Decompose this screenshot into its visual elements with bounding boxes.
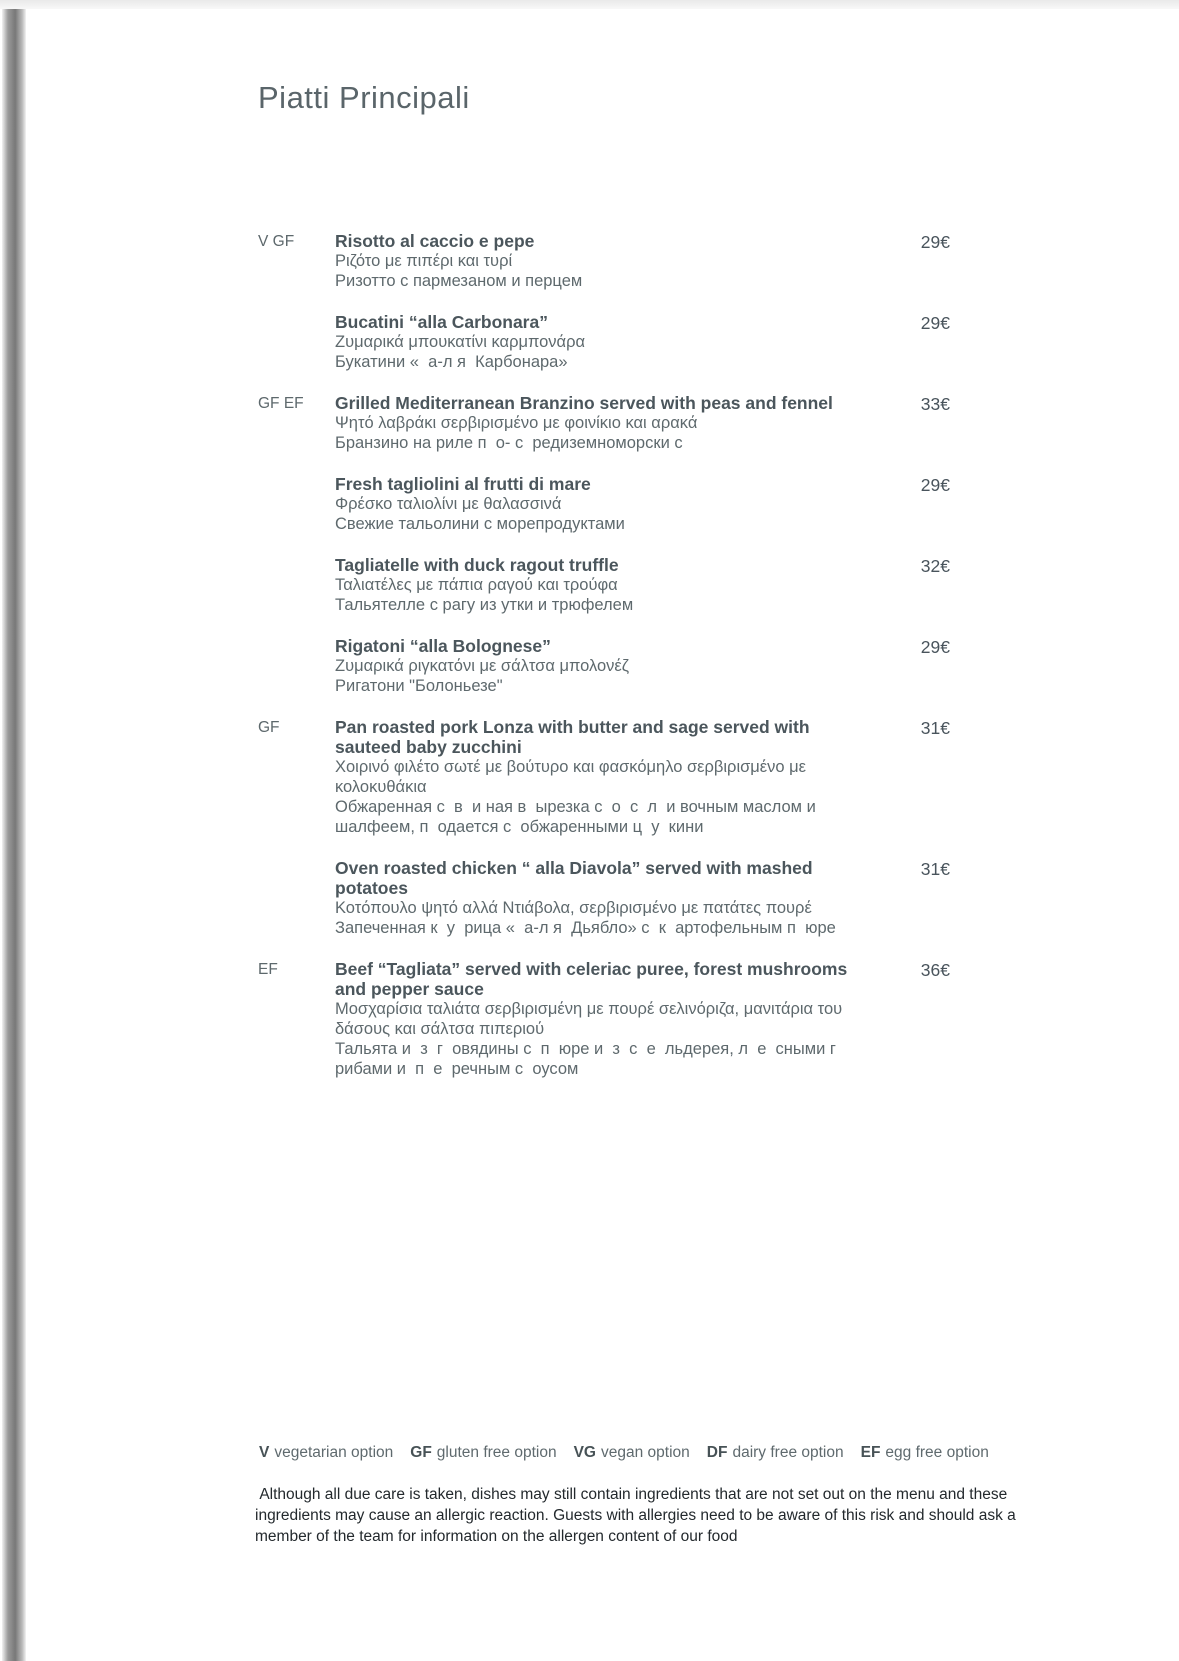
legend-code: DF bbox=[706, 1444, 728, 1461]
allergen-disclaimer: Although all due care is taken, dishes may still contain ingredients that are not set out on the menu and these ingredients may cause an allergic reaction. Guests with allergies need to be aware of this risk and should ask a member of the team for information on the allergen content of our food bbox=[255, 1486, 1021, 1545]
page-title: Piatti Principali bbox=[258, 80, 470, 115]
dish-price: 36€ bbox=[920, 960, 950, 980]
legend-code: GF bbox=[410, 1444, 432, 1461]
menu-item bbox=[258, 959, 950, 1079]
menu-item bbox=[258, 636, 950, 696]
dietary-badge: EF bbox=[258, 961, 278, 978]
dish-name-greek: Ζυμαρικά μπουκατίνι καρμπονάρα bbox=[335, 333, 586, 351]
dish-price: 33€ bbox=[920, 394, 950, 414]
dish-price: 29€ bbox=[920, 232, 950, 252]
dish-name-greek: Χοιρινό φιλέτο σωτέ με βούτυρο και φασκόμηλο σερβιρισμένο με κολοκυθάκια bbox=[335, 758, 811, 796]
legend-entry bbox=[861, 1444, 989, 1462]
menu-item-body bbox=[335, 231, 875, 291]
legend-label: dairy free option bbox=[732, 1444, 844, 1461]
dish-name-russian: Запеченная к у рица « а-л я Дьябло» с к артофельным п юре bbox=[335, 919, 836, 937]
dish-name-greek: Μοσχαρίσια ταλιάτα σερβιρισμένη με πουρέ σελινόριζα, μανιτάρια του δάσους και σάλτσα πιπεριού bbox=[335, 1000, 847, 1038]
menu-list bbox=[258, 231, 950, 1100]
legend-entry bbox=[410, 1444, 556, 1462]
menu-item bbox=[258, 474, 950, 534]
dietary-badge: GF EF bbox=[258, 395, 304, 412]
dish-name: Beef “Tagliata” served with celeriac puree, forest mushrooms and pepper sauce bbox=[335, 959, 848, 999]
legend-code: EF bbox=[860, 1444, 881, 1461]
dish-name: Grilled Mediterranean Branzino served with peas and fennel bbox=[335, 393, 833, 413]
menu-item-body bbox=[335, 858, 875, 938]
dish-name: Tagliatelle with duck ragout truffle bbox=[335, 555, 619, 575]
dish-name-greek: Κοτόπουλο ψητό αλλά Ντιάβολα, σερβιρισμένο με πατάτες πουρέ bbox=[335, 899, 812, 917]
dish-name: Bucatini “alla Carbonara” bbox=[335, 312, 548, 332]
menu-item bbox=[258, 717, 950, 837]
scan-edge-top bbox=[0, 0, 1179, 9]
dish-name-greek: Ταλιατέλες με πάπια ραγού και τρούφα bbox=[335, 576, 618, 594]
menu-item-body bbox=[335, 636, 875, 696]
dish-name: Oven roasted chicken “ alla Diavola” served with mashed potatoes bbox=[335, 858, 813, 898]
legend-entry bbox=[574, 1444, 690, 1462]
legend-label: vegan option bbox=[601, 1444, 690, 1461]
dietary-badge bbox=[258, 312, 335, 314]
dish-name-russian: Тальятелле с рагу из утки и трюфелем bbox=[335, 596, 634, 614]
menu-item-body bbox=[335, 555, 875, 615]
dish-name: Fresh tagliolini al frutti di mare bbox=[335, 474, 591, 494]
menu-item-body bbox=[335, 474, 875, 534]
dietary-badge bbox=[258, 474, 335, 476]
dish-name-russian: Обжаренная с в и ная в ырезка с о с л и вочным маслом и шалфеем, п одается с обжаренными ц у кини bbox=[335, 798, 821, 836]
dietary-badge: GF bbox=[258, 719, 280, 736]
menu-item bbox=[258, 312, 950, 372]
dish-name-russian: Тальята и з г овядины с п юре и з с е льдерея, л е сными г рибами и п е речным с оусом bbox=[335, 1040, 846, 1078]
menu-item-body bbox=[335, 393, 875, 453]
dietary-badge: V GF bbox=[258, 233, 295, 250]
legend-label: gluten free option bbox=[436, 1444, 557, 1461]
dish-price: 29€ bbox=[920, 637, 950, 657]
dish-name-russian: Ризотто с пармезаном и перцем bbox=[335, 272, 583, 290]
dish-name-russian: Свежие тальолини с морепродуктами bbox=[335, 515, 625, 533]
menu-item bbox=[258, 393, 950, 453]
dish-price: 29€ bbox=[920, 313, 950, 333]
dish-name-greek: Ψητό λαβράκι σερβιρισμένο με φοινίκιο και αρακά bbox=[335, 414, 698, 432]
menu-item bbox=[258, 555, 950, 615]
dish-name-russian: Ригатони "Болоньезе" bbox=[335, 677, 503, 695]
dish-name-greek: Ριζότο με πιπέρι και τυρί bbox=[335, 252, 513, 270]
legend-code: V bbox=[259, 1444, 270, 1461]
menu-item-body bbox=[335, 312, 875, 372]
dish-price: 31€ bbox=[920, 718, 950, 738]
dish-name-greek: Φρέσκο ταλιολίνι με θαλασσινά bbox=[335, 495, 562, 513]
menu-item bbox=[258, 231, 950, 291]
dish-price: 32€ bbox=[920, 556, 950, 576]
dish-name-russian: Букатини « а-л я Карбонара» bbox=[335, 353, 568, 371]
dietary-legend bbox=[259, 1444, 1119, 1462]
menu-item-body bbox=[335, 959, 875, 1079]
dish-name: Pan roasted pork Lonza with butter and sage served with sauteed baby zucchini bbox=[335, 717, 810, 757]
legend-entry bbox=[259, 1444, 393, 1462]
dish-price: 31€ bbox=[920, 859, 950, 879]
legend-label: vegetarian option bbox=[274, 1444, 394, 1461]
legend-entry bbox=[707, 1444, 844, 1462]
menu-item bbox=[258, 858, 950, 938]
dish-name-greek: Ζυμαρικά ριγκατόνι με σάλτσα μπολονέζ bbox=[335, 657, 630, 675]
dietary-badge bbox=[258, 636, 335, 638]
legend-label: egg free option bbox=[885, 1444, 989, 1461]
dish-name: Rigatoni “alla Bolognese” bbox=[335, 636, 551, 656]
dish-name-russian: Бранзино на риле п о- с редиземноморски с bbox=[335, 434, 683, 452]
scan-edge-left bbox=[2, 9, 26, 1661]
dietary-badge bbox=[258, 555, 335, 557]
legend-code: VG bbox=[573, 1444, 596, 1461]
dish-name: Risotto al caccio e pepe bbox=[335, 231, 535, 251]
dish-price: 29€ bbox=[920, 475, 950, 495]
dietary-badge bbox=[258, 858, 335, 860]
menu-item-body bbox=[335, 717, 875, 837]
